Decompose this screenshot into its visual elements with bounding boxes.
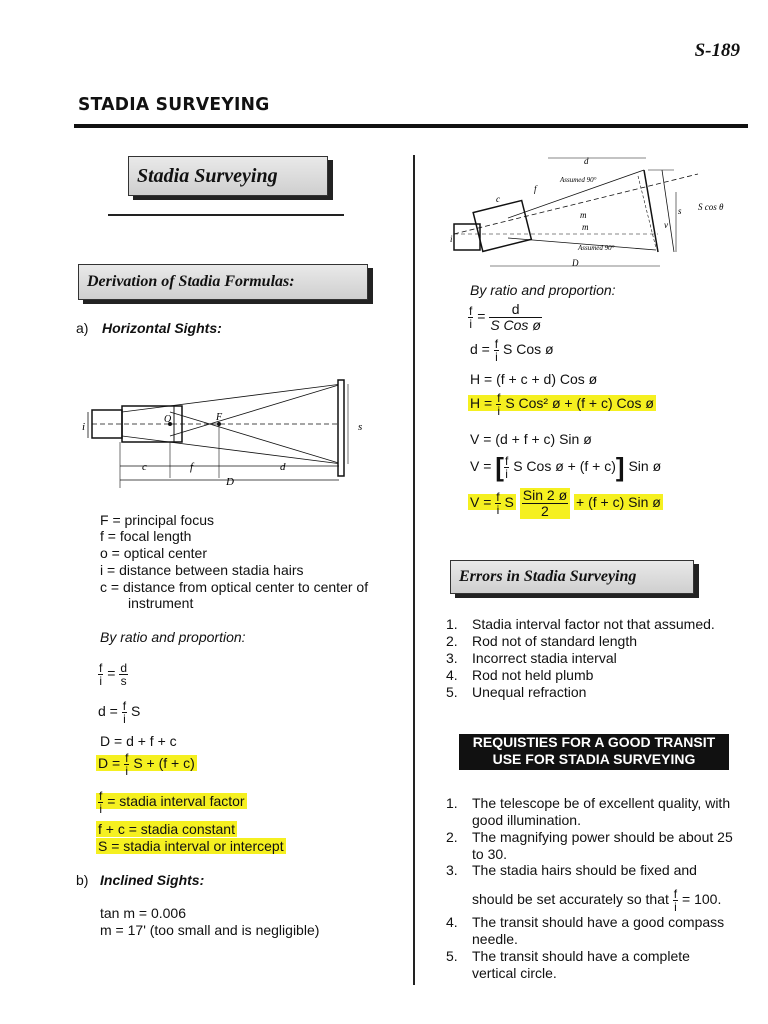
horizontal-title: Horizontal Sights: — [102, 320, 222, 336]
formula-D-sum: D = d + f + c — [100, 733, 177, 749]
fig1-label-o: O — [164, 414, 172, 425]
requisites-heading: REQUISTIES FOR A GOOD TRANSIT USE FOR STADIA SURVEYING — [459, 734, 729, 770]
fig2-label-s: s — [678, 206, 682, 216]
formula-f-over-i: $\frac{f}{i}$ = $\frac{d}{s}$ — [99, 661, 127, 688]
fig1-label-d: d — [280, 461, 286, 473]
inclined-prefix: b) — [76, 872, 89, 888]
fig2-label-scos: S cos θ — [698, 202, 724, 212]
horizontal-sight-figure — [84, 376, 384, 488]
fig1-label-s: s — [358, 421, 363, 433]
fig1-label-F: F — [216, 412, 223, 423]
requisite-item: 5. The transit should have a complete vertical circle. — [446, 948, 690, 981]
error-item: 4. Rod not held plumb — [446, 667, 594, 683]
formula-f-over-i-right: $\frac{f}{i}$ = $\frac{d}{\text{S Cos ø}}$ — [469, 301, 541, 333]
formula-V-highlight: V = $\frac{f}{i}$ S $\frac{\text{Sin 2 ø}}{2}$ + (f + c) Sin ø — [470, 487, 661, 519]
ratio-proportion-right: By ratio and proportion: — [470, 282, 616, 298]
tan-m-line: tan m = 0.006 — [100, 905, 187, 921]
definition-optical-center: o = optical center — [100, 545, 208, 561]
column-divider — [413, 155, 415, 985]
fig2-label-c: c — [496, 194, 500, 204]
errors-box: Errors in Stadia Surveying — [450, 560, 694, 594]
fig2-label-D: D — [572, 258, 579, 268]
definition-principal-focus: F = principal focus — [100, 512, 214, 528]
fig2-label-v: v — [664, 220, 668, 230]
error-item: 5. Unequal refraction — [446, 684, 587, 700]
formula-V: V = (d + f + c) Sin ø — [470, 431, 592, 447]
stadia-constant: f + c = stadia constant — [98, 821, 235, 837]
fig2-label-d: d — [584, 156, 589, 166]
definition-focal-length: f = focal length — [100, 528, 192, 544]
ratio-proportion-left: By ratio and proportion: — [100, 629, 246, 645]
definition-stadia-hairs: i = distance between stadia hairs — [100, 562, 304, 578]
formula-d-right: d = $\frac{f}{i}$ S Cos ø — [470, 337, 554, 364]
fig1-label-D: D — [226, 476, 234, 488]
section-title: STADIA SURVEYING — [78, 94, 270, 115]
error-item: 3. Incorrect stadia interval — [446, 650, 617, 666]
stadia-interval-factor: $\frac{f}{i}$ = stadia interval factor — [96, 790, 247, 815]
box-underline — [108, 214, 344, 216]
definition-optical-to-instrument: c = distance from optical center to center of — [100, 579, 369, 595]
m-line: m = 17' (too small and is negligible) — [100, 922, 320, 938]
header-rule — [74, 124, 748, 128]
fig2-label-assumed-bottom: Assumed 90° — [578, 244, 615, 252]
formula-D-highlight: D = $\frac{f}{i}$ S + (f + c) — [98, 751, 195, 778]
requisite-item: 4. The transit should have a good compass needle. — [446, 914, 725, 947]
formula-d: d = $\frac{f}{i}$ S — [98, 699, 141, 726]
fig2-label-f: f — [534, 184, 537, 194]
error-item: 2. Rod not of standard length — [446, 633, 638, 649]
formula-H: H = (f + c + d) Cos ø — [470, 371, 598, 387]
derivation-box: Derivation of Stadia Formulas: — [78, 264, 368, 300]
error-item: 1. Stadia interval factor not that assumed. — [446, 616, 715, 632]
requisite-item: 1. The telescope be of excellent quality, with good illumination. — [446, 795, 731, 828]
fig2-label-i: i — [450, 234, 453, 244]
fig1-label-c: c — [142, 461, 147, 473]
fig1-label-i: i — [82, 421, 86, 433]
fig2-label-m1: m — [580, 210, 587, 220]
fig2-label-m2: m — [582, 222, 589, 232]
formula-V-bracket: V = [ $\frac{f}{i}$ S Cos ø + (f + c)] Sin ø — [470, 452, 662, 482]
fig1-label-f: f — [190, 461, 194, 473]
stadia-intercept: S = stadia interval or intercept — [98, 838, 284, 854]
requisite-item: 2. The magnifying power should be about 25 to 30. — [446, 829, 733, 862]
definition-instrument: instrument — [128, 595, 194, 611]
page-number: S-189 — [694, 40, 740, 61]
horizontal-prefix: a) — [76, 320, 89, 336]
inclined-title: Inclined Sights: — [100, 872, 205, 888]
stadia-surveying-box: Stadia Surveying — [128, 156, 328, 196]
formula-H-highlight: H = $\frac{f}{i}$ S Cos² ø + (f + c) Cos ø — [470, 391, 654, 418]
inclined-sight-figure — [448, 152, 758, 272]
fig2-label-assumed-top: Assumed 90° — [560, 176, 597, 184]
requisite-item: 3. The stadia hairs should be fixed and should be set accurately so that $\frac{f}{i}$ = 100. — [446, 862, 722, 914]
